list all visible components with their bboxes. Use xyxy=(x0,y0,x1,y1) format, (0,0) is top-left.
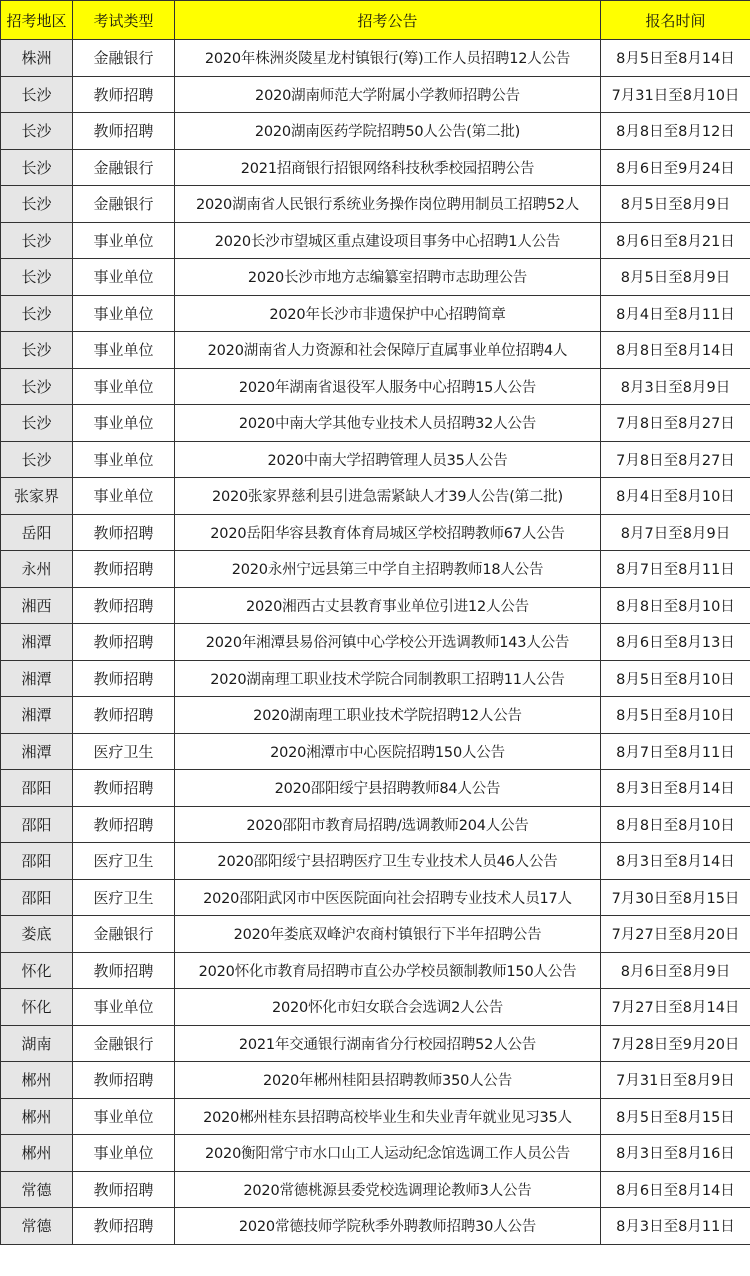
table-row xyxy=(1,186,750,223)
exam-type-cell: 金融银行 xyxy=(73,916,175,953)
notice-cell: 2020常德桃源县委党校选调理论教师3人公告 xyxy=(175,1171,601,1208)
exam-type-cell: 金融银行 xyxy=(73,149,175,186)
table-row xyxy=(1,76,750,113)
exam-type-cell: 事业单位 xyxy=(73,478,175,515)
region-cell: 长沙 xyxy=(1,405,73,442)
table-row xyxy=(1,1135,750,1172)
table-row xyxy=(1,1208,750,1245)
region-cell: 株洲 xyxy=(1,40,73,77)
exam-type-cell: 事业单位 xyxy=(73,989,175,1026)
table-row xyxy=(1,551,750,588)
notice-cell: 2020怀化市教育局招聘市直公办学校员额制教师150人公告 xyxy=(175,952,601,989)
notice-cell: 2020湘西古丈县教育事业单位引进12人公告 xyxy=(175,587,601,624)
registration-time-cell: 8月8日至8月10日 xyxy=(601,806,750,843)
table-row xyxy=(1,1062,750,1099)
region-cell: 郴州 xyxy=(1,1135,73,1172)
notice-cell: 2020湖南理工职业技术学院招聘12人公告 xyxy=(175,697,601,734)
table-row xyxy=(1,843,750,880)
exam-type-cell: 事业单位 xyxy=(73,368,175,405)
region-cell: 永州 xyxy=(1,551,73,588)
exam-type-cell: 医疗卫生 xyxy=(73,879,175,916)
table-row xyxy=(1,733,750,770)
region-cell: 怀化 xyxy=(1,952,73,989)
header-region: 招考地区 xyxy=(1,1,73,40)
region-cell: 郴州 xyxy=(1,1062,73,1099)
registration-time-cell: 8月6日至8月9日 xyxy=(601,952,750,989)
exam-type-cell: 教师招聘 xyxy=(73,76,175,113)
region-cell: 邵阳 xyxy=(1,806,73,843)
registration-time-cell: 8月7日至8月11日 xyxy=(601,733,750,770)
table-row xyxy=(1,149,750,186)
notice-cell: 2020中南大学其他专业技术人员招聘32人公告 xyxy=(175,405,601,442)
notice-cell: 2020长沙市望城区重点建设项目事务中心招聘1人公告 xyxy=(175,222,601,259)
notice-cell: 2020年湖南省退役军人服务中心招聘15人公告 xyxy=(175,368,601,405)
notice-cell: 2020衡阳常宁市水口山工人运动纪念馆选调工作人员公告 xyxy=(175,1135,601,1172)
registration-time-cell: 8月8日至8月10日 xyxy=(601,587,750,624)
table-row xyxy=(1,1098,750,1135)
notice-cell: 2020年长沙市非遗保护中心招聘简章 xyxy=(175,295,601,332)
region-cell: 长沙 xyxy=(1,295,73,332)
exam-type-cell: 教师招聘 xyxy=(73,587,175,624)
notice-cell: 2020常德技师学院秋季外聘教师招聘30人公告 xyxy=(175,1208,601,1245)
region-cell: 张家界 xyxy=(1,478,73,515)
region-cell: 邵阳 xyxy=(1,843,73,880)
notice-cell: 2020邵阳武冈市中医医院面向社会招聘专业技术人员17人 xyxy=(175,879,601,916)
registration-time-cell: 8月7日至8月9日 xyxy=(601,514,750,551)
table-row xyxy=(1,40,750,77)
table-row xyxy=(1,624,750,661)
table-body xyxy=(1,40,750,1245)
notice-cell: 2020怀化市妇女联合会选调2人公告 xyxy=(175,989,601,1026)
notice-cell: 2020湖南医药学院招聘50人公告(第二批) xyxy=(175,113,601,150)
header-registration-time: 报名时间 xyxy=(601,1,750,40)
table-row xyxy=(1,989,750,1026)
registration-time-cell: 8月5日至8月9日 xyxy=(601,186,750,223)
registration-time-cell: 8月7日至8月11日 xyxy=(601,551,750,588)
registration-time-cell: 7月27日至8月14日 xyxy=(601,989,750,1026)
registration-time-cell: 8月3日至8月11日 xyxy=(601,1208,750,1245)
registration-time-cell: 8月6日至8月13日 xyxy=(601,624,750,661)
notice-cell: 2020年娄底双峰沪农商村镇银行下半年招聘公告 xyxy=(175,916,601,953)
exam-type-cell: 事业单位 xyxy=(73,405,175,442)
region-cell: 娄底 xyxy=(1,916,73,953)
exam-type-cell: 教师招聘 xyxy=(73,514,175,551)
exam-type-cell: 教师招聘 xyxy=(73,697,175,734)
table-row xyxy=(1,1171,750,1208)
region-cell: 长沙 xyxy=(1,113,73,150)
registration-time-cell: 8月5日至8月10日 xyxy=(601,660,750,697)
region-cell: 长沙 xyxy=(1,149,73,186)
exam-type-cell: 金融银行 xyxy=(73,40,175,77)
registration-time-cell: 8月4日至8月11日 xyxy=(601,295,750,332)
notice-cell: 2020长沙市地方志编纂室招聘市志助理公告 xyxy=(175,259,601,296)
table-row xyxy=(1,916,750,953)
exam-type-cell: 教师招聘 xyxy=(73,624,175,661)
table-row xyxy=(1,587,750,624)
region-cell: 长沙 xyxy=(1,441,73,478)
region-cell: 湘潭 xyxy=(1,733,73,770)
notice-cell: 2020湖南师范大学附属小学教师招聘公告 xyxy=(175,76,601,113)
registration-time-cell: 8月4日至8月10日 xyxy=(601,478,750,515)
header-notice: 招考公告 xyxy=(175,1,601,40)
registration-time-cell: 8月3日至8月16日 xyxy=(601,1135,750,1172)
table-row xyxy=(1,259,750,296)
registration-time-cell: 8月5日至8月15日 xyxy=(601,1098,750,1135)
table-row xyxy=(1,405,750,442)
registration-time-cell: 8月3日至8月14日 xyxy=(601,770,750,807)
notice-cell: 2020岳阳华容县教育体育局城区学校招聘教师67人公告 xyxy=(175,514,601,551)
notice-cell: 2020湖南省人力资源和社会保障厅直属事业单位招聘4人 xyxy=(175,332,601,369)
exam-type-cell: 教师招聘 xyxy=(73,1208,175,1245)
registration-time-cell: 7月8日至8月27日 xyxy=(601,441,750,478)
region-cell: 邵阳 xyxy=(1,770,73,807)
exam-type-cell: 教师招聘 xyxy=(73,952,175,989)
registration-time-cell: 7月31日至8月10日 xyxy=(601,76,750,113)
region-cell: 湖南 xyxy=(1,1025,73,1062)
region-cell: 湘西 xyxy=(1,587,73,624)
notice-cell: 2020年郴州桂阳县招聘教师350人公告 xyxy=(175,1062,601,1099)
region-cell: 湘潭 xyxy=(1,660,73,697)
notice-cell: 2020张家界慈利县引进急需紧缺人才39人公告(第二批) xyxy=(175,478,601,515)
table-row xyxy=(1,952,750,989)
registration-time-cell: 8月3日至8月9日 xyxy=(601,368,750,405)
exam-type-cell: 事业单位 xyxy=(73,332,175,369)
header-exam-type: 考试类型 xyxy=(73,1,175,40)
table-row xyxy=(1,332,750,369)
registration-time-cell: 8月5日至8月14日 xyxy=(601,40,750,77)
table-row xyxy=(1,514,750,551)
registration-time-cell: 8月5日至8月10日 xyxy=(601,697,750,734)
notice-cell: 2020邵阳绥宁县招聘医疗卫生专业技术人员46人公告 xyxy=(175,843,601,880)
exam-type-cell: 事业单位 xyxy=(73,1135,175,1172)
exam-type-cell: 事业单位 xyxy=(73,259,175,296)
region-cell: 常德 xyxy=(1,1208,73,1245)
region-cell: 长沙 xyxy=(1,222,73,259)
registration-time-cell: 7月27日至8月20日 xyxy=(601,916,750,953)
table-row xyxy=(1,441,750,478)
table-row xyxy=(1,295,750,332)
notice-cell: 2020郴州桂东县招聘高校毕业生和失业青年就业见习35人 xyxy=(175,1098,601,1135)
table-header xyxy=(1,1,750,40)
notice-cell: 2020年湘潭县易俗河镇中心学校公开选调教师143人公告 xyxy=(175,624,601,661)
region-cell: 湘潭 xyxy=(1,624,73,661)
exam-type-cell: 教师招聘 xyxy=(73,660,175,697)
notice-cell: 2020邵阳绥宁县招聘教师84人公告 xyxy=(175,770,601,807)
registration-time-cell: 7月8日至8月27日 xyxy=(601,405,750,442)
region-cell: 长沙 xyxy=(1,332,73,369)
exam-type-cell: 教师招聘 xyxy=(73,770,175,807)
region-cell: 邵阳 xyxy=(1,879,73,916)
region-cell: 怀化 xyxy=(1,989,73,1026)
table-row xyxy=(1,770,750,807)
region-cell: 常德 xyxy=(1,1171,73,1208)
registration-time-cell: 8月8日至8月14日 xyxy=(601,332,750,369)
registration-time-cell: 8月3日至8月14日 xyxy=(601,843,750,880)
region-cell: 岳阳 xyxy=(1,514,73,551)
table-row xyxy=(1,368,750,405)
region-cell: 长沙 xyxy=(1,186,73,223)
table-row xyxy=(1,478,750,515)
table-row xyxy=(1,222,750,259)
table-row xyxy=(1,660,750,697)
notice-cell: 2020湖南省人民银行系统业务操作岗位聘用制员工招聘52人 xyxy=(175,186,601,223)
registration-time-cell: 8月6日至9月24日 xyxy=(601,149,750,186)
region-cell: 湘潭 xyxy=(1,697,73,734)
exam-type-cell: 金融银行 xyxy=(73,1025,175,1062)
exam-type-cell: 事业单位 xyxy=(73,1098,175,1135)
exam-type-cell: 医疗卫生 xyxy=(73,733,175,770)
exam-type-cell: 教师招聘 xyxy=(73,1171,175,1208)
notice-cell: 2020湖南理工职业技术学院合同制教职工招聘11人公告 xyxy=(175,660,601,697)
exam-type-cell: 教师招聘 xyxy=(73,551,175,588)
table-row xyxy=(1,1025,750,1062)
notice-cell: 2020永州宁远县第三中学自主招聘教师18人公告 xyxy=(175,551,601,588)
region-cell: 郴州 xyxy=(1,1098,73,1135)
exam-type-cell: 事业单位 xyxy=(73,441,175,478)
exam-type-cell: 教师招聘 xyxy=(73,1062,175,1099)
region-cell: 长沙 xyxy=(1,368,73,405)
registration-time-cell: 8月6日至8月21日 xyxy=(601,222,750,259)
notice-cell: 2020邵阳市教育局招聘/选调教师204人公告 xyxy=(175,806,601,843)
registration-time-cell: 7月31日至8月9日 xyxy=(601,1062,750,1099)
exam-type-cell: 事业单位 xyxy=(73,295,175,332)
region-cell: 长沙 xyxy=(1,76,73,113)
notice-cell: 2020年株洲炎陵星龙村镇银行(筹)工作人员招聘12人公告 xyxy=(175,40,601,77)
exam-type-cell: 医疗卫生 xyxy=(73,843,175,880)
table-row xyxy=(1,879,750,916)
notice-cell: 2020中南大学招聘管理人员35人公告 xyxy=(175,441,601,478)
table-row xyxy=(1,113,750,150)
exam-type-cell: 事业单位 xyxy=(73,222,175,259)
notice-cell: 2020湘潭市中心医院招聘150人公告 xyxy=(175,733,601,770)
notice-cell: 2021年交通银行湖南省分行校园招聘52人公告 xyxy=(175,1025,601,1062)
table-row xyxy=(1,697,750,734)
notice-cell: 2021招商银行招银网络科技秋季校园招聘公告 xyxy=(175,149,601,186)
registration-time-cell: 7月30日至8月15日 xyxy=(601,879,750,916)
exam-type-cell: 教师招聘 xyxy=(73,806,175,843)
exam-type-cell: 教师招聘 xyxy=(73,113,175,150)
region-cell: 长沙 xyxy=(1,259,73,296)
header-row xyxy=(1,1,750,40)
registration-time-cell: 8月6日至8月14日 xyxy=(601,1171,750,1208)
registration-time-cell: 8月8日至8月12日 xyxy=(601,113,750,150)
exam-type-cell: 金融银行 xyxy=(73,186,175,223)
registration-time-cell: 8月5日至8月9日 xyxy=(601,259,750,296)
registration-time-cell: 7月28日至9月20日 xyxy=(601,1025,750,1062)
table-row xyxy=(1,806,750,843)
